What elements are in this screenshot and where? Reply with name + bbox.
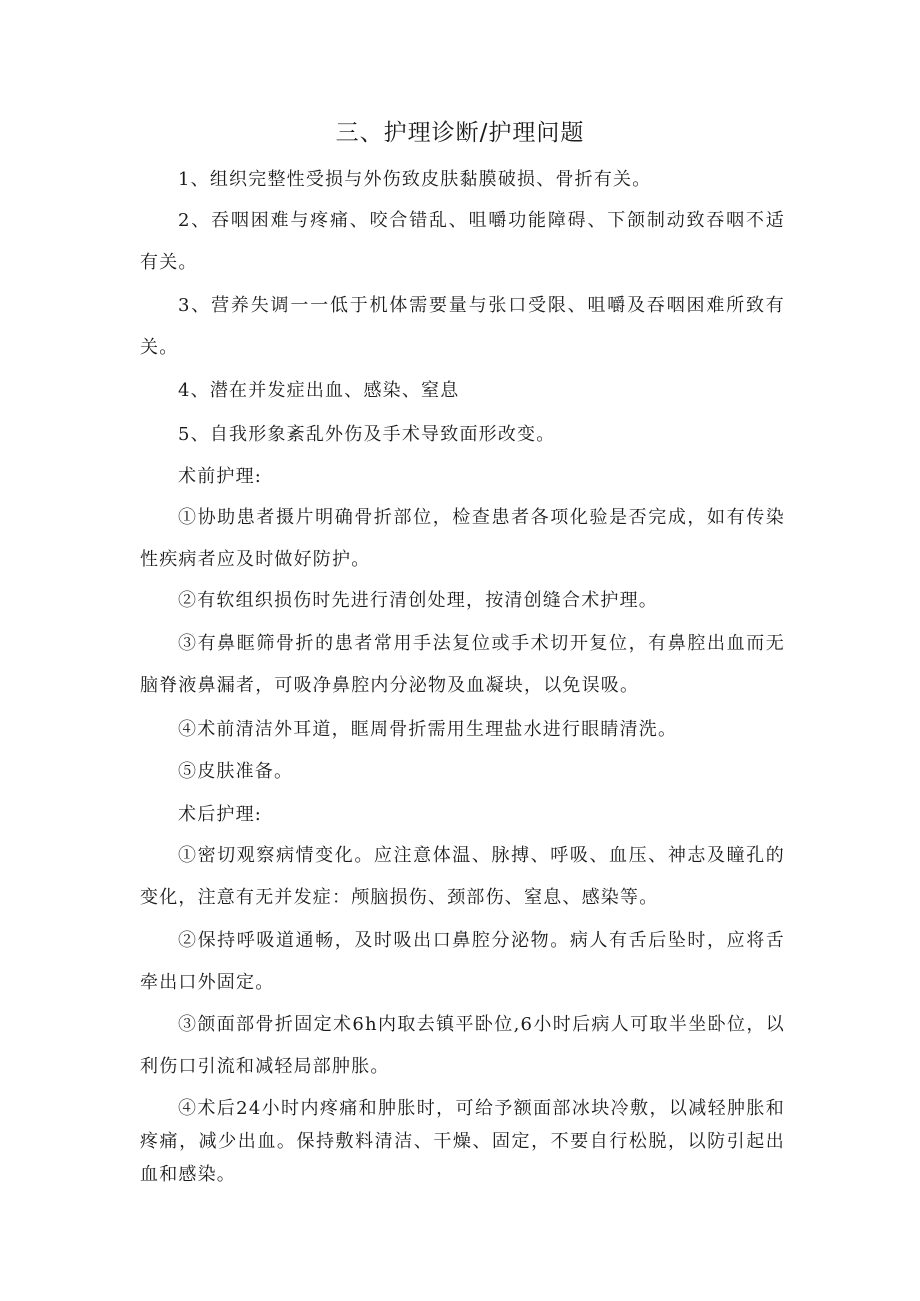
postop-item-3: ③颌面部骨折固定术6h内取去镇平卧位,6小时后病人可取半坐卧位，以利伤口引流和减轻局部肿胀。	[140, 1014, 785, 1077]
preop-heading: 术前护理:	[178, 466, 263, 487]
paragraph-diagnosis-3: 3、营养失调一一低于机体需要量与张口受限、咀嚼及吞咽困难所致有关。	[140, 295, 785, 358]
preop-item-4: ④术前清洁外耳道，眶周骨折需用生理盐水进行眼睛清洗。	[178, 719, 678, 740]
postop-heading: 术后护理:	[178, 804, 263, 825]
preop-item-1: ①协助患者摄片明确骨折部位，检查患者各项化验是否完成，如有传染性疾病者应及时做好防护。	[140, 507, 785, 570]
paragraph-diagnosis-5: 5、自我形象紊乱外伤及手术导致面形改变。	[178, 424, 556, 445]
postop-item-1: ①密切观察病情变化。应注意体温、脉搏、呼吸、血压、神志及瞳孔的变化，注意有无并发症：颅脑损伤、颈部伤、窒息、感染等。	[140, 845, 785, 908]
paragraph-diagnosis-4: 4、潜在并发症出血、感染、窒息	[178, 380, 460, 401]
postop-item-2: ②保持呼吸道通畅，及时吸出口鼻腔分泌物。病人有舌后坠时，应将舌牵出口外固定。	[140, 930, 785, 993]
section-title: 三、护理诊断/护理问题	[335, 120, 585, 146]
preop-item-3: ③有鼻眶筛骨折的患者常用手法复位或手术切开复位，有鼻腔出血而无脑脊液鼻漏者，可吸净鼻腔内分泌物及血凝块，以免误吸。	[140, 633, 785, 696]
postop-item-4: ④术后24小时内疼痛和肿胀时，可给予额面部冰块冷敷，以减轻肿胀和疼痛，减少出血。保持敷料清洁、干燥、固定，不要自行松脱，以防引起出血和感染。	[140, 1098, 785, 1185]
preop-item-5: ⑤皮肤准备。	[178, 761, 294, 782]
preop-item-2: ②有软组织损伤时先进行清创处理，按清创缝合术护理。	[178, 590, 658, 611]
paragraph-diagnosis-1: 1、组织完整性受损与外伤致皮肤黏膜破损、骨折有关。	[178, 169, 652, 190]
paragraph-diagnosis-2: 2、吞咽困难与疼痛、咬合错乱、咀嚼功能障碍、下颌制动致吞咽不适有关。	[140, 210, 785, 273]
